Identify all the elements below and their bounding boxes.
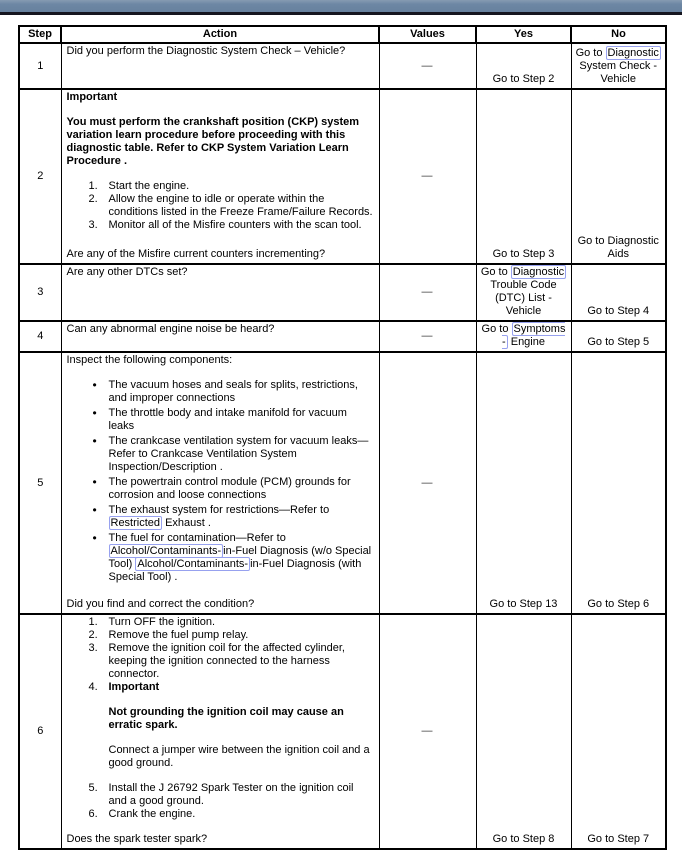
- yes-cell: [476, 264, 571, 321]
- link-alcohol-contaminants-fuel-diagnosis-with-tool[interactable]: Alcohol/Contaminants-: [137, 558, 249, 570]
- list-item: • The crankcase ventilation system for vacuum leaks—Refer to Crankcase Ventilation System Inspection/Description .: [67, 435, 374, 474]
- list-item: Remove the ignition coil for the affected cylinder, keeping the ignition connected to the harness connector.: [108, 642, 345, 680]
- step-number: 1: [19, 43, 61, 89]
- values-cell: —: [379, 264, 476, 321]
- action-question: Are any of the Misfire current counters incrementing?: [66, 248, 326, 260]
- action-content: [67, 616, 374, 821]
- no-text: System Check - Vehicle: [579, 60, 658, 85]
- action-content: [67, 91, 374, 232]
- values-cell: —: [379, 89, 476, 264]
- yes-cell: [476, 352, 571, 614]
- window-top-band: [0, 0, 682, 15]
- spacer: [109, 770, 374, 782]
- column-header-values: Values: [379, 26, 476, 43]
- column-header-yes: Yes: [476, 26, 571, 43]
- no-cell: [571, 614, 666, 849]
- action-question: Does the spark tester spark?: [66, 833, 208, 845]
- column-header-no: No: [571, 26, 666, 43]
- list-item: • The throttle body and intake manifold for vacuum leaks: [67, 407, 374, 433]
- yes-text: Trouble Code (DTC) List - Vehicle: [490, 279, 557, 317]
- step-number: 2: [19, 89, 61, 264]
- link-symptoms-engine[interactable]: Symptoms -: [502, 323, 566, 348]
- list-item: [67, 681, 374, 782]
- values-cell: —: [379, 43, 476, 89]
- values-cell: —: [379, 614, 476, 849]
- list-item: Start the engine.: [108, 180, 190, 192]
- diagnostic-table: [18, 25, 667, 850]
- instruction-text: Connect a jumper wire between the ignition coil and a good ground.: [108, 744, 370, 769]
- list-item: • The powertrain control module (PCM) grounds for corrosion and loose connections: [67, 476, 374, 502]
- action-cell: [61, 614, 379, 849]
- yes-cell: [476, 89, 571, 264]
- table-row-step-4: [19, 321, 666, 352]
- column-header-step: Step: [19, 26, 61, 43]
- link-restricted-exhaust[interactable]: Restricted: [110, 517, 161, 529]
- header-row: [19, 26, 666, 43]
- no-cell: [571, 43, 666, 89]
- yes-text: Engine: [507, 336, 545, 348]
- column-header-action: Action: [61, 26, 379, 43]
- action-question: Did you find and correct the condition?: [66, 598, 255, 610]
- link-dtc-list-vehicle[interactable]: Diagnostic: [512, 266, 565, 278]
- important-text: You must perform the crankshaft position (CKP) system variation learn procedure before proceeding with this diagnostic table. Refer to CKP System Variation Learn Procedure .: [66, 116, 360, 167]
- list-item: • The exhaust system for restrictions—Refer to Restricted Exhaust .: [67, 504, 374, 530]
- step-number: 3: [19, 264, 61, 321]
- numbered-list: [67, 180, 374, 232]
- action-cell: [61, 89, 379, 264]
- list-item: Remove the fuel pump relay.: [108, 629, 249, 641]
- yes-text: Go to Step 2: [492, 73, 555, 85]
- action-question: Did you perform the Diagnostic System Check – Vehicle?: [66, 45, 346, 57]
- step-number: 5: [19, 352, 61, 614]
- numbered-list: [67, 616, 374, 821]
- yes-text: Go to: [481, 323, 512, 335]
- no-text: Go to Step 6: [587, 598, 650, 610]
- yes-text: Go to Step 8: [492, 833, 555, 845]
- no-text: Go to: [575, 47, 606, 59]
- table-row-step-3: [19, 264, 666, 321]
- no-text: Go to Step 4: [587, 305, 650, 317]
- no-text: Go to Step 5: [587, 336, 650, 348]
- values-cell: —: [379, 321, 476, 352]
- yes-text: Go to Step 3: [492, 248, 555, 260]
- action-cell: [61, 352, 379, 614]
- yes-cell: [476, 321, 571, 352]
- list-item: Allow the engine to idle or operate within the conditions listed in the Freeze Frame/Failure Records.: [108, 193, 373, 218]
- link-diagnostic-system-check-vehicle[interactable]: Diagnostic: [607, 47, 659, 59]
- list-item: Install the J 26792 Spark Tester on the ignition coil and a good ground.: [108, 782, 354, 807]
- no-cell: [571, 352, 666, 614]
- list-item: Monitor all of the Misfire counters with the scan tool.: [108, 219, 362, 231]
- link-alcohol-contaminants-fuel-diagnosis-wo-tool[interactable]: Alcohol/Contaminants-: [110, 545, 222, 557]
- values-cell: —: [379, 352, 476, 614]
- action-question: Can any abnormal engine noise be heard?: [66, 323, 275, 335]
- table-row-step-6: [19, 614, 666, 849]
- bullet-list: [67, 379, 374, 584]
- action-question: Are any other DTCs set?: [66, 266, 188, 278]
- action-cell: [61, 264, 379, 321]
- inspect-intro: Inspect the following components:: [66, 354, 233, 366]
- important-label: Important: [108, 681, 160, 693]
- yes-text: Go to: [480, 266, 511, 278]
- step-number: 4: [19, 321, 61, 352]
- list-item: • The vacuum hoses and seals for splits, restrictions, and improper connections: [67, 379, 374, 405]
- yes-cell: [476, 43, 571, 89]
- warning-text: Not grounding the ignition coil may cause an erratic spark.: [108, 706, 344, 731]
- no-text: Go to Step 7: [587, 833, 650, 845]
- list-item: Crank the engine.: [108, 808, 196, 820]
- table-row-step-5: [19, 352, 666, 614]
- step-number: 6: [19, 614, 61, 849]
- table-row-step-1: [19, 43, 666, 89]
- table-row-step-2: [19, 89, 666, 264]
- list-item: Turn OFF the ignition.: [108, 616, 216, 628]
- action-cell: [61, 321, 379, 352]
- list-item: • The fuel for contamination—Refer to Alcohol/Contaminants- in-Fuel Diagnosis (w/o Special Tool) Alcohol/Contaminants- in-Fuel Diagnosis (with Special Tool) .: [67, 532, 374, 584]
- action-content: [67, 354, 374, 586]
- yes-cell: [476, 614, 571, 849]
- yes-text: Go to Step 13: [489, 598, 558, 610]
- important-label: Important: [66, 91, 118, 103]
- no-cell: [571, 264, 666, 321]
- no-cell: [571, 89, 666, 264]
- no-cell: [571, 321, 666, 352]
- no-text: Go to Diagnostic Aids: [577, 235, 659, 260]
- action-cell: [61, 43, 379, 89]
